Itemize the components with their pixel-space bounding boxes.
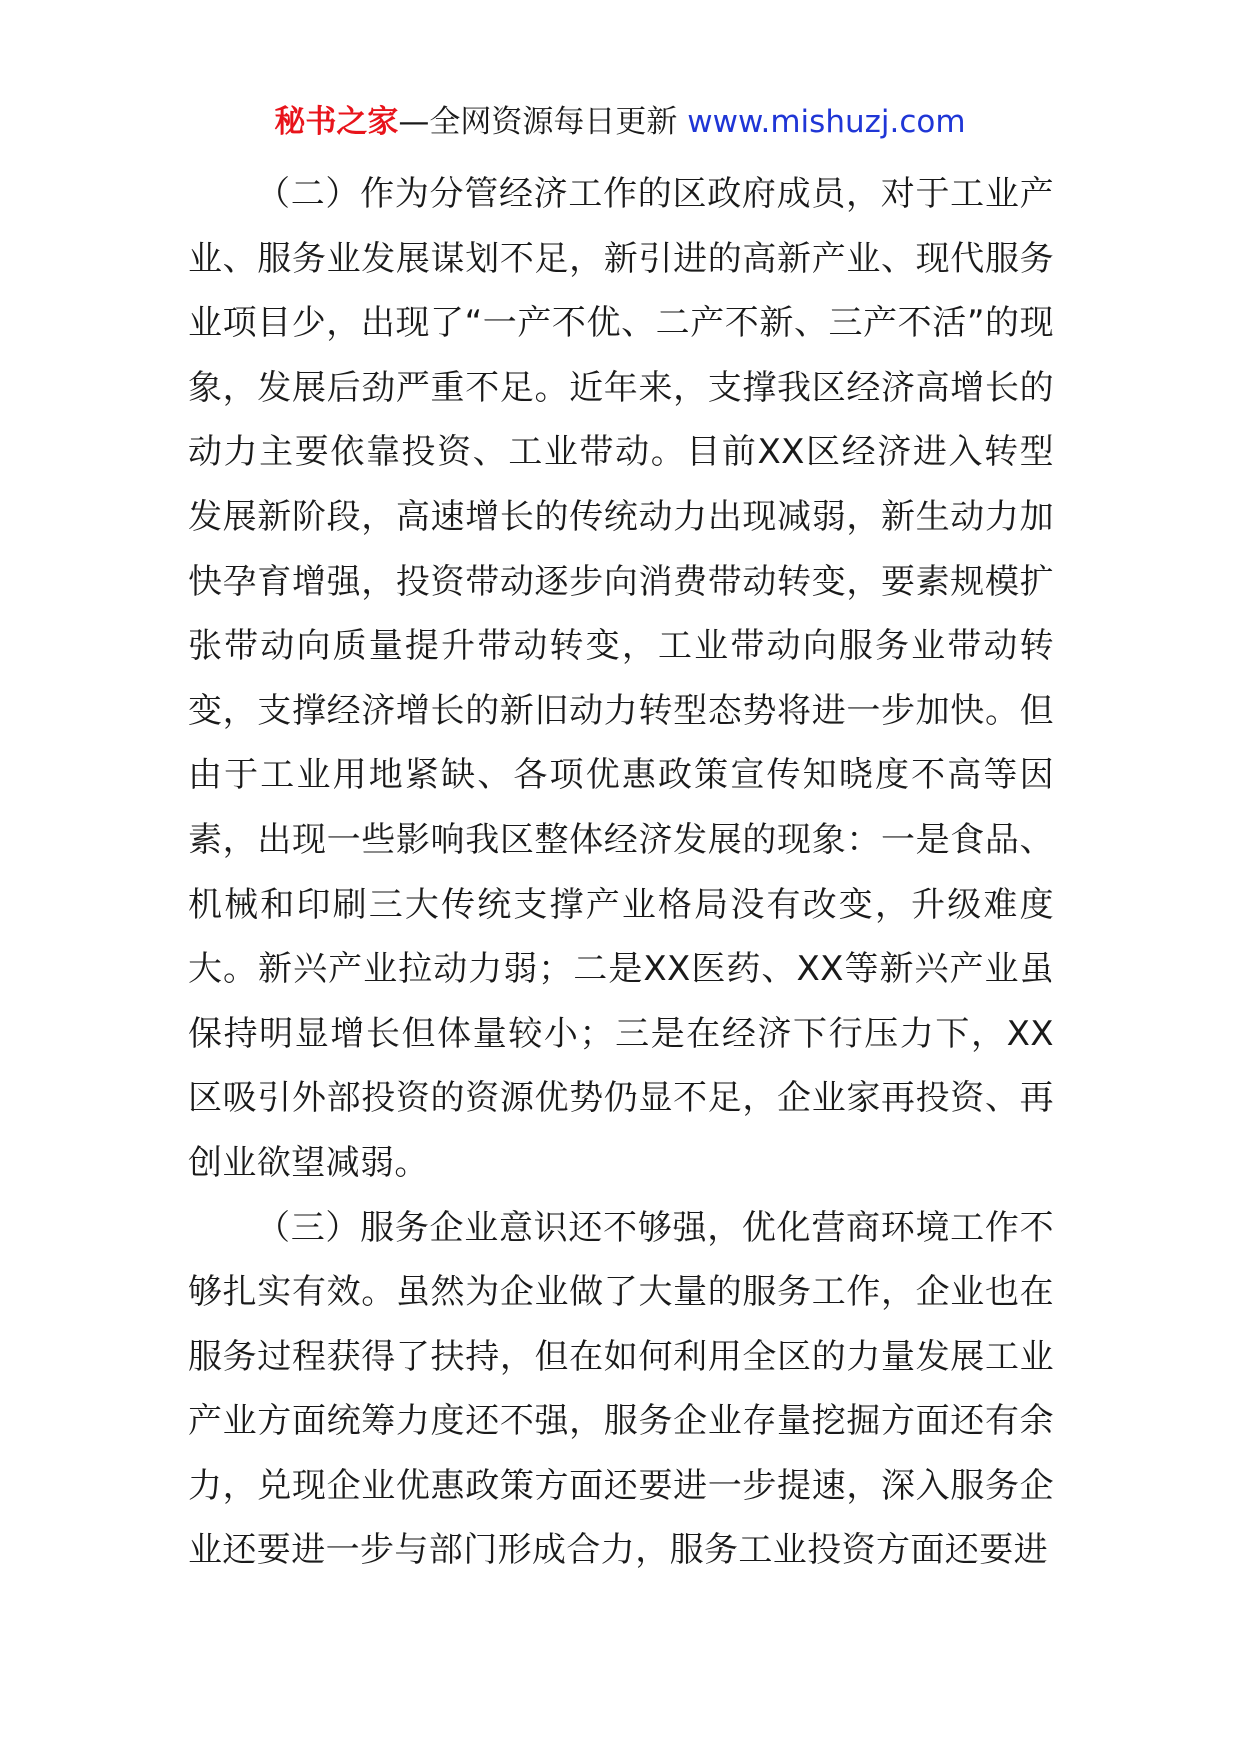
paragraph-section-2: （二）作为分管经济工作的区政府成员，对于工业产业、服务业发展谋划不足，新引进的高新产业、现代服务业项目少，出现了“一产不优、二产不新、三产不活”的现象，发展后劲严重不足。近年来，支撑我区经济高增长的动力主要依靠投资、工业带动。目前XX区经济进入转型发展新阶段，高速增长的传统动力出现减弱，新生动力加快孕育增强，投资带动逐步向消费带动转变，要素规模扩张带动向质量提升带动转变，工业带动向服务业带动转变，支撑经济增长的新旧动力转型态势将进一步加快。但由于工业用地紧缺、各项优惠政策宣传知晓度不高等因素，出现一些影响我区整体经济发展的现象：一是食品、机械和印刷三大传统支撑产业格局没有改变，升级难度大。新兴产业拉动力弱；二是XX医药、XX等新兴产业虽保持明显增长但体量较小；三是在经济下行压力下，XX区吸引外部投资的资源优势仍显不足，企业家再投资、再创业欲望减弱。 [188, 174, 1054, 1183]
header-tagline: —全网资源每日更新 [398, 104, 678, 140]
paragraph-section-3: （三）服务企业意识还不够强，优化营商环境工作不够扎实有效。虽然为企业做了大量的服务工作，企业也在服务过程获得了扶持，但在如何利用全区的力量发展工业产业方面统筹力度还不强，服务企业存量挖掘方面还有余力，兑现企业优惠政策方面还要进一步提速，深入服务企业还要进一步与部门形成合力，服务工业投资方面还要进 [188, 1207, 1054, 1571]
brand-name: 秘书之家 [274, 104, 399, 140]
website-link[interactable]: www.mishuzj.com [687, 104, 966, 140]
page-header [0, 102, 1240, 142]
document-body [188, 162, 1054, 1583]
